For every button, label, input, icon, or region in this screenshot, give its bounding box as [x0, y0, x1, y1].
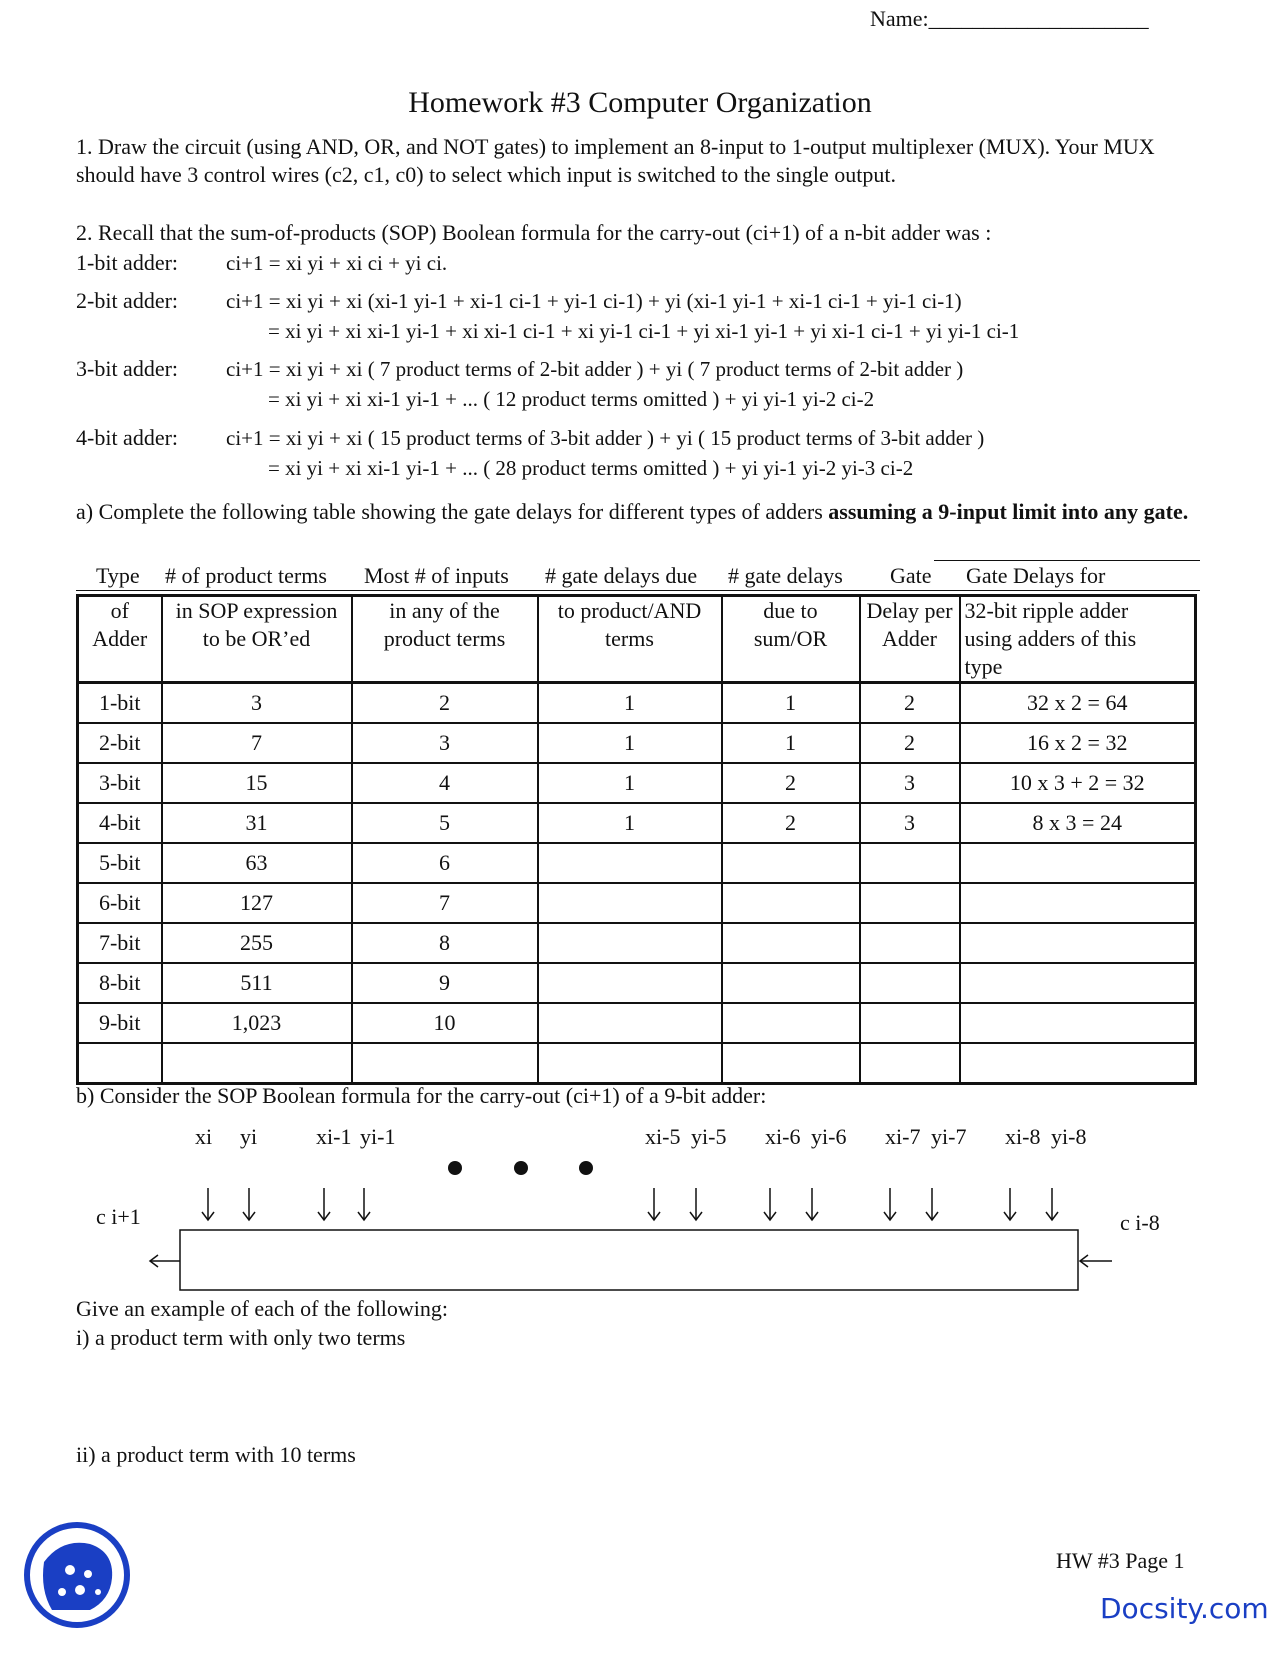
table-row — [78, 963, 1196, 1003]
table-row — [78, 683, 1196, 724]
adder-3-formula-line2: = xi yi + xi xi-1 yi-1 + ... ( 12 product terms omitted ) + yi yi-1 yi-2 ci-2 — [268, 387, 875, 411]
table-header-row — [78, 596, 1196, 683]
table-cell-product-terms: 7 — [162, 723, 352, 763]
input-label-xi-5: xi-5 — [645, 1124, 681, 1149]
name-field-label: Name:____________________ — [870, 6, 1149, 31]
table-cell-and-delays — [538, 1043, 722, 1084]
table-cell-ripple-delay: 10 x 3 + 2 = 32 — [960, 763, 1196, 803]
table-row — [78, 803, 1196, 843]
table-cell-or-delays — [722, 923, 860, 963]
table-cell-most-inputs: 8 — [352, 923, 538, 963]
adder-4-formula-line2: = xi yi + xi xi-1 yi-1 + ... ( 28 product terms omitted ) + yi yi-1 yi-2 yi-3 ci-2 — [268, 456, 914, 480]
table-cell-product-terms: 1,023 — [162, 1003, 352, 1043]
table-cell-gate-delay: 2 — [860, 723, 960, 763]
table-cell-and-delays: 1 — [538, 723, 722, 763]
col-header-and-delays: # gate delays due — [545, 563, 698, 588]
table-cell-most-inputs: 3 — [352, 723, 538, 763]
table-cell-most-inputs: 2 — [352, 683, 538, 724]
table-cell-type: 6-bit — [78, 883, 162, 923]
example-i-prompt: i) a product term with only two terms — [76, 1325, 406, 1350]
input-label-yi-7: yi-7 — [931, 1124, 967, 1149]
table-cell-gate-delay — [860, 923, 960, 963]
table-cell-and-delays — [538, 1003, 722, 1043]
examples-intro: Give an example of each of the following: — [76, 1296, 449, 1321]
table-cell-or-delays — [722, 883, 860, 923]
table-top-rule — [76, 590, 1200, 591]
col-header-most-inputs: Most # of inputs — [364, 563, 509, 588]
table-cell-most-inputs: 5 — [352, 803, 538, 843]
input-label-xi: xi — [195, 1124, 213, 1149]
table-cell-ripple-delay — [960, 883, 1196, 923]
table-cell-gate-delay — [860, 843, 960, 883]
table-cell-product-terms: 127 — [162, 883, 352, 923]
table-row — [78, 763, 1196, 803]
adder-4-formula-line1: ci+1 = xi yi + xi ( 15 product terms of 3-bit adder ) + yi ( 15 product terms of 3-bit adder ) — [226, 426, 985, 450]
input-label-yi-5: yi-5 — [691, 1124, 727, 1149]
table-cell-most-inputs — [352, 1043, 538, 1084]
table-cell-type: 4-bit — [78, 803, 162, 843]
table-cell-type: 2-bit — [78, 723, 162, 763]
underline-divider — [934, 560, 1200, 561]
table-cell-product-terms — [162, 1043, 352, 1084]
table-cell-and-delays — [538, 883, 722, 923]
table-cell-or-delays: 2 — [722, 763, 860, 803]
table-cell-ripple-delay: 8 x 3 = 24 — [960, 803, 1196, 843]
table-cell-or-delays — [722, 963, 860, 1003]
question-1: 1. Draw the circuit (using AND, OR, and NOT gates) to implement an 8-input to 1-output multiplexer (MUX). Your MUX should have 3 control wires (c2, c1, c0) to select which input is switched to the single output. — [76, 134, 1155, 187]
carry-in-label: c i-8 — [1120, 1210, 1160, 1235]
table-cell-and-delays — [538, 963, 722, 1003]
table-cell-type: 1-bit — [78, 683, 162, 724]
table-cell-gate-delay — [860, 1003, 960, 1043]
docsity-brand-link[interactable]: Docsity.com — [1100, 1592, 1269, 1625]
adder-box — [180, 1230, 1078, 1290]
table-cell-ripple-delay — [960, 963, 1196, 1003]
table-row — [78, 923, 1196, 963]
input-label-yi-1: yi-1 — [360, 1124, 396, 1149]
table-cell-product-terms: 255 — [162, 923, 352, 963]
adder-block-diagram — [0, 1110, 1280, 1300]
table-cell-or-delays: 1 — [722, 723, 860, 763]
input-label-xi-7: xi-7 — [885, 1124, 921, 1149]
example-ii-prompt: ii) a product term with 10 terms — [76, 1442, 356, 1467]
col-header-product-terms: # of product terms — [165, 563, 327, 588]
table-cell-most-inputs: 4 — [352, 763, 538, 803]
header-cell-gate-delay: Delay per Adder — [860, 596, 960, 683]
header-cell-or-delays: due to sum/OR — [722, 596, 860, 683]
table-cell-gate-delay: 2 — [860, 683, 960, 724]
input-label-yi-6: yi-6 — [811, 1124, 847, 1149]
input-label-xi-1: xi-1 — [316, 1124, 352, 1149]
input-label-yi-8: yi-8 — [1051, 1124, 1087, 1149]
table-row — [78, 1003, 1196, 1043]
table-cell-ripple-delay — [960, 1003, 1196, 1043]
adder-1-label: 1-bit adder: — [76, 250, 179, 275]
table-cell-ripple-delay — [960, 923, 1196, 963]
table-cell-or-delays: 1 — [722, 683, 860, 724]
col-header-or-delays: # gate delays — [728, 563, 843, 588]
page-title: Homework #3 Computer Organization — [408, 86, 872, 119]
gate-delay-table — [76, 594, 1197, 1085]
table-cell-type: 5-bit — [78, 843, 162, 883]
adder-3-formula-line1: ci+1 = xi yi + xi ( 7 product terms of 2-bit adder ) + yi ( 7 product terms of 2-bit adder ) — [226, 357, 964, 381]
table-cell-ripple-delay — [960, 843, 1196, 883]
table-cell-product-terms: 3 — [162, 683, 352, 724]
table-cell-most-inputs: 6 — [352, 843, 538, 883]
table-cell-gate-delay: 3 — [860, 763, 960, 803]
table-cell-ripple-delay: 16 x 2 = 32 — [960, 723, 1196, 763]
table-cell-gate-delay — [860, 1043, 960, 1084]
table-cell-or-delays: 2 — [722, 803, 860, 843]
table-row — [78, 1043, 1196, 1084]
table-cell-or-delays — [722, 1043, 860, 1084]
ellipsis-dot — [514, 1161, 528, 1175]
ellipsis-dot — [448, 1161, 462, 1175]
page-number: HW #3 Page 1 — [1056, 1548, 1185, 1573]
part-b-text: b) Consider the SOP Boolean formula for the carry-out (ci+1) of a 9-bit adder: — [76, 1083, 767, 1108]
table-row — [78, 843, 1196, 883]
part-a-bold-text: assuming a 9-input limit into any gate. — [828, 499, 1189, 524]
part-a-instructions — [76, 498, 1206, 526]
input-label-xi-6: xi-6 — [765, 1124, 801, 1149]
table-cell-type: 8-bit — [78, 963, 162, 1003]
ellipsis-dot — [579, 1161, 593, 1175]
col-header-gate: Gate — [890, 563, 932, 588]
question-2-intro: 2. Recall that the sum-of-products (SOP) Boolean formula for the carry-out (ci+1) of a n-bit adder was : — [76, 220, 992, 245]
header-cell-and-delays: to product/AND terms — [538, 596, 722, 683]
table-cell-type: 3-bit — [78, 763, 162, 803]
table-cell-ripple-delay: 32 x 2 = 64 — [960, 683, 1196, 724]
table-cell-product-terms: 63 — [162, 843, 352, 883]
table-cell-and-delays: 1 — [538, 803, 722, 843]
adder-1-formula: ci+1 = xi yi + xi ci + yi ci. — [226, 251, 448, 275]
header-cell-type: of Adder — [78, 596, 162, 683]
adder-3-label: 3-bit adder: — [76, 356, 179, 381]
table-cell-gate-delay — [860, 963, 960, 1003]
header-cell-most-inputs: in any of the product terms — [352, 596, 538, 683]
table-cell-most-inputs: 7 — [352, 883, 538, 923]
col-header-type: Type — [96, 563, 140, 588]
table-row — [78, 723, 1196, 763]
table-cell-or-delays — [722, 843, 860, 883]
input-label-xi-8: xi-8 — [1005, 1124, 1041, 1149]
carry-out-label: c i+1 — [96, 1204, 141, 1229]
table-row — [78, 883, 1196, 923]
part-a-text: a) Complete the following table showing the gate delays for different types of adders — [76, 499, 829, 524]
input-label-yi: yi — [240, 1124, 258, 1149]
table-cell-type: 7-bit — [78, 923, 162, 963]
adder-2-label: 2-bit adder: — [76, 288, 179, 313]
table-cell-or-delays — [722, 1003, 860, 1043]
adder-2-formula-line2: = xi yi + xi xi-1 yi-1 + xi xi-1 ci-1 + xi yi-1 ci-1 + yi xi-1 yi-1 + yi xi-1 ci-1 + yi yi-1 ci-1 — [268, 319, 1020, 343]
header-cell-ripple: 32-bit ripple adder using adders of this type — [960, 596, 1196, 683]
table-cell-and-delays: 1 — [538, 683, 722, 724]
table-cell-most-inputs: 10 — [352, 1003, 538, 1043]
table-body — [78, 683, 1196, 1084]
table-cell-product-terms: 15 — [162, 763, 352, 803]
table-cell-product-terms: 511 — [162, 963, 352, 1003]
table-cell-type — [78, 1043, 162, 1084]
table-cell-and-delays: 1 — [538, 763, 722, 803]
docsity-logo-icon — [22, 1520, 132, 1630]
table-cell-product-terms: 31 — [162, 803, 352, 843]
table-cell-and-delays — [538, 843, 722, 883]
table-cell-ripple-delay — [960, 1043, 1196, 1084]
adder-2-formula-line1: ci+1 = xi yi + xi (xi-1 yi-1 + xi-1 ci-1 + yi-1 ci-1) + yi (xi-1 yi-1 + xi-1 ci-1 + yi-1 ci-1) — [226, 289, 962, 313]
col-header-ripple: Gate Delays for — [966, 563, 1106, 588]
table-cell-gate-delay — [860, 883, 960, 923]
table-cell-type: 9-bit — [78, 1003, 162, 1043]
adder-4-label: 4-bit adder: — [76, 425, 179, 450]
table-cell-gate-delay: 3 — [860, 803, 960, 843]
table-cell-and-delays — [538, 923, 722, 963]
table-cell-most-inputs: 9 — [352, 963, 538, 1003]
header-cell-product-terms: in SOP expression to be OR’ed — [162, 596, 352, 683]
